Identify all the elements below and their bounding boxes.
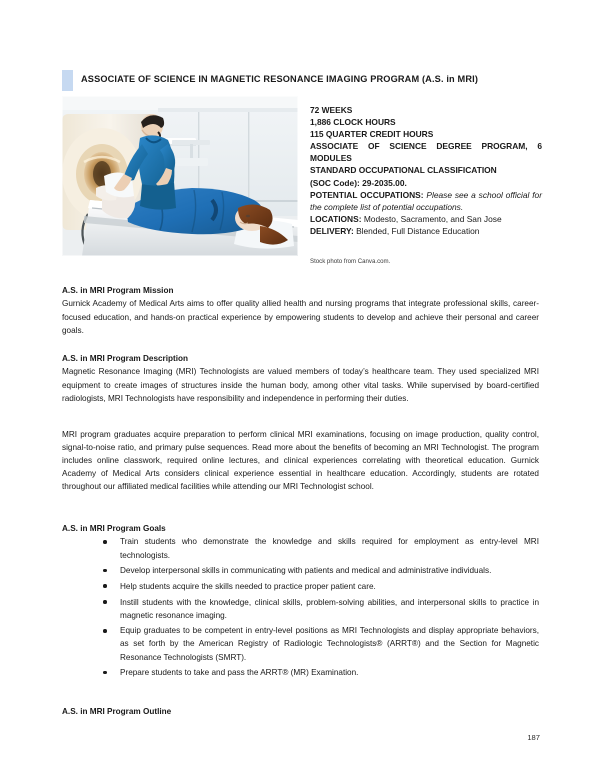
bullet-icon bbox=[103, 671, 107, 675]
page-number: 187 bbox=[527, 733, 540, 742]
mission-body: Gurnick Academy of Medical Arts aims to offer quality allied health and nursing programs that integrate professional skills, career-focused education, and hands-on practical experience by empowering students to develop and achieve their personal and career goals. bbox=[62, 299, 539, 335]
info-weeks: 72 WEEKS bbox=[310, 105, 353, 115]
goal-text: Equip graduates to be competent in entry-level positions as MRI Technologists and display appropriate behaviors, as set forth by the American Registry of Radiologic Technologists® (ARRT®) and the Section for Magnetic Resonance Technologists (SMRT). bbox=[120, 626, 539, 662]
mission-heading: A.S. in MRI Program Mission bbox=[62, 286, 174, 295]
list-item bbox=[62, 596, 539, 622]
description-section bbox=[62, 353, 539, 405]
goals-heading: A.S. in MRI Program Goals bbox=[62, 524, 166, 533]
goal-text: Prepare students to take and pass the ARRT® (MR) Examination. bbox=[120, 668, 359, 678]
goals-list bbox=[62, 535, 539, 679]
photo-credit: Stock photo from Canva.com. bbox=[310, 258, 391, 265]
goal-text: Help students acquire the skills needed to practice proper patient care. bbox=[120, 581, 376, 591]
goal-text: Train students who demonstrate the knowledge and skills required for employment as entry-level MRI technologists. bbox=[120, 537, 539, 560]
info-degree: ASSOCIATE OF SCIENCE DEGREE PROGRAM, 6 MODULES bbox=[310, 141, 542, 164]
description-heading: A.S. in MRI Program Description bbox=[62, 354, 189, 363]
page-title-text: ASSOCIATE OF SCIENCE IN MAGNETIC RESONANCE IMAGING PROGRAM (A.S. in MRI) bbox=[81, 74, 479, 84]
info-locations: LOCATIONS: Modesto, Sacramento, and San Jose bbox=[310, 213, 502, 224]
description-paragraph-2: MRI program graduates acquire preparation to perform clinical MRI examinations, focusing on image production, quality control, signal-to-noise ratio, and primary pulse sequences. Read more about the benefits of becoming an MRI Technologist. The program includes online classwork, required online lectures, and clinical experiences correlating with theoretical education. Gurnick Academy of Medical Arts considers clinical experience essential in healthcare education. Accordingly, students are rotated throughout our affiliated medical facilities while attending our MRI Technologist school. bbox=[62, 430, 539, 492]
outline-heading: A.S. in MRI Program Outline bbox=[62, 707, 172, 716]
goal-text: Instill students with the knowledge, clinical skills, problem-solving abilities, and interpersonal skills to practice in magnetic resonance imaging. bbox=[120, 597, 539, 620]
info-delivery: DELIVERY: Blended, Full Distance Education bbox=[310, 225, 480, 236]
list-item bbox=[62, 535, 539, 561]
bullet-icon bbox=[103, 584, 107, 588]
bullet-icon bbox=[103, 569, 107, 573]
bullet-icon bbox=[103, 540, 107, 544]
bullet-icon bbox=[103, 600, 107, 604]
mri-scan-room-photo bbox=[62, 96, 298, 256]
info-potential-occupations: POTENTIAL OCCUPATIONS: Please see a school official for the complete list of potential occupations. bbox=[310, 189, 543, 212]
list-item bbox=[62, 564, 539, 577]
list-item bbox=[62, 624, 539, 663]
description-paragraph-2-wrap bbox=[62, 428, 539, 493]
info-clock-hours: 1,886 CLOCK HOURS bbox=[310, 117, 396, 128]
goal-text: Develop interpersonal skills in communicating with patients and medical and administrative individuals. bbox=[120, 566, 492, 576]
info-credit-hours: 115 QUARTER CREDIT HOURS bbox=[310, 129, 434, 140]
description-paragraph-1: Magnetic Resonance Imaging (MRI) Technologists are valued members of today’s healthcare team. They used specialized MRI equipment to create images of structures inside the human body, among other vital tasks. While supervised by board-certified radiologists, MRI Technologists have responsibility and independence in performing their duties. bbox=[62, 367, 539, 403]
outline-section bbox=[62, 706, 539, 718]
title-accent-bar bbox=[62, 70, 73, 91]
page-title bbox=[62, 70, 540, 91]
program-info-block bbox=[310, 104, 542, 237]
list-item bbox=[62, 666, 539, 679]
mission-section bbox=[62, 285, 539, 337]
info-soc-line1: STANDARD OCCUPATIONAL CLASSIFICATION bbox=[310, 165, 497, 176]
bullet-icon bbox=[103, 629, 107, 633]
list-item bbox=[62, 580, 539, 593]
goals-section bbox=[62, 523, 539, 682]
info-soc-line2: (SOC Code): 29-2035.00. bbox=[310, 177, 407, 188]
